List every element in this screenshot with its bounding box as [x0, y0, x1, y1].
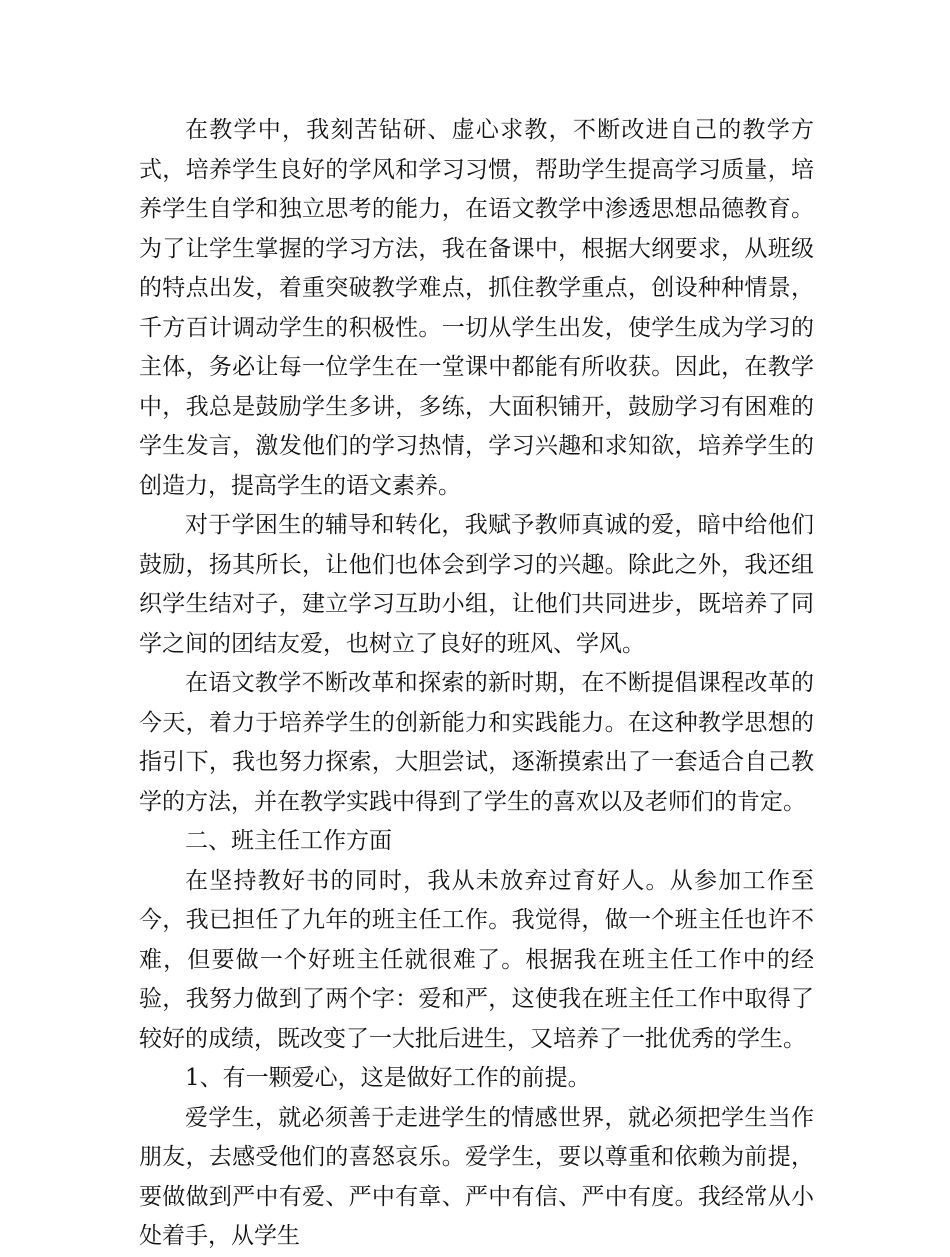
paragraph-love-students: 爱学生，就必须善于走进学生的情感世界，就必须把学生当作朋友，去感受他们的喜怒哀乐。爱学生，要以尊重和依赖为前提，要做做到严中有爱、严中有章、严中有信、严中有度。我经常从小处着手，从学生: [139, 1104, 814, 1249]
paragraph-teaching-methods: 在教学中，我刻苦钻研、虚心求教，不断改进自己的教学方式，培养学生良好的学风和学习习惯，帮助学生提高学习质量，培养学生自学和独立思考的能力，在语文教学中渗透思想品德教育。为了让学生掌握的学习方法，我在备课中，根据大纲要求，从班级的特点出发，着重突破教学难点，抓住教学重点，创设种种情景，千方百计调动学生的积极性。一切从学生出发，使学生成为学习的主体，务必让每一位学生在一堂课中都能有所收获。因此，在教学中，我总是鼓励学生多讲，多练，大面积铺开，鼓励学习有困难的学生发言，激发他们的学习热情，学习兴趣和求知欲，培养学生的创造力，提高学生的语文素养。: [139, 117, 814, 499]
section-heading-class-teacher-work: 二、班主任工作方面: [185, 828, 392, 854]
paragraph-class-teacher-experience: 在坚持教好书的同时，我从未放弃过育好人。从参加工作至今，我已担任了九年的班主任工作。我觉得，做一个班主任也许不难，但要做一个好班主任就很难了。根据我在班主任工作中的经验，我努力做到了两个字：爱和严，这使我在班主任工作中取得了较好的成绩，既改变了一大批后进生，又培养了一批优秀的学生。: [139, 867, 814, 1052]
subheading-caring-heart: 1、有一颗爱心，这是做好工作的前提。: [185, 1065, 591, 1091]
paragraph-struggling-students: 对于学困生的辅导和转化，我赋予教师真诚的爱，暗中给他们鼓励，扬其所长，让他们也体会到学习的兴趣。除此之外，我还组织学生结对子，建立学习互助小组，让他们共同进步，既培养了同学之间的团结友爱，也树立了良好的班风、学风。: [139, 512, 814, 657]
paragraph-teaching-reform: 在语文教学不断改革和探索的新时期，在不断提倡课程改革的今天，着力于培养学生的创新能力和实践能力。在这种教学思想的指引下，我也努力探索，大胆尝试，逐渐摸索出了一套适合自己教学的方法，并在教学实践中得到了学生的喜欢以及老师们的肯定。: [139, 670, 814, 815]
document-body: [139, 111, 814, 1257]
